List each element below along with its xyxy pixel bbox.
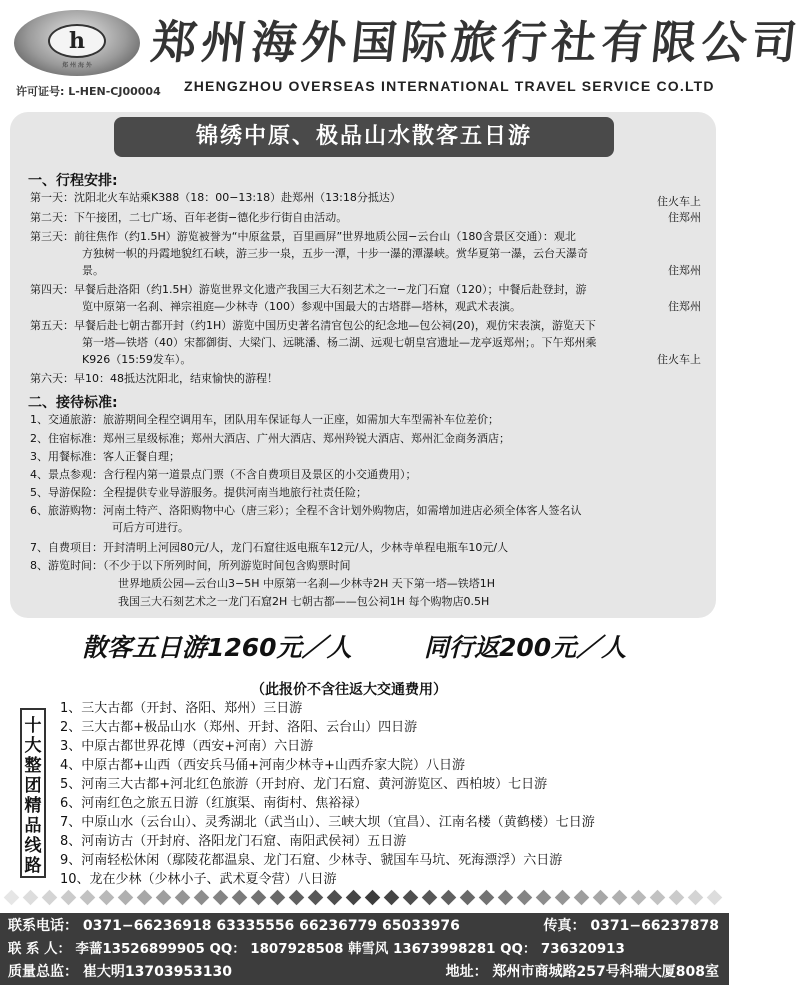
standards-line: 1、交通旅游：旅游期间全程空调用车，团队用车保证每人一正座，如需加大车型需补车位差价； xyxy=(30,413,499,426)
tour-title-banner: 锦绣中原、极品山水散客五日游 xyxy=(114,117,614,157)
decorative-diamond xyxy=(289,890,305,906)
routes-label xyxy=(20,708,46,878)
decorative-diamond xyxy=(403,890,419,906)
decorative-diamond xyxy=(365,890,381,906)
decorative-diamond xyxy=(232,890,248,906)
standards-heading: 二、接待标准: xyxy=(28,395,118,411)
lodging-note: 住郑州 xyxy=(668,264,701,277)
decorative-diamond xyxy=(213,890,229,906)
itinerary-line: 景。 xyxy=(82,264,104,277)
decorative-diamond xyxy=(137,890,153,906)
lodging-note: 住郑州 xyxy=(668,300,701,313)
decorative-diamond-strip xyxy=(0,888,729,908)
standards-line: 2、住宿标准：郑州三星级标准；郑州大酒店、广州大酒店、郑州羚锐大酒店、郑州汇金商务酒店； xyxy=(30,432,510,445)
itinerary-line: 第二天：下午接团，二七广场、百年老街−德化步行街自由活动。 xyxy=(30,211,348,224)
header xyxy=(0,0,805,108)
itinerary-line: K926（15:59发车）。 xyxy=(82,353,192,366)
decorative-diamond xyxy=(707,890,723,906)
route-item: 3、中原古都世界花博（西安+河南）六日游 xyxy=(60,739,314,754)
lodging-note: 住火车上 xyxy=(657,195,701,208)
standards-line: 世界地质公园—云台山3−5H 中原第一名刹—少林寺2H 天下第一塔—铁塔1H xyxy=(118,577,496,590)
decorative-diamond xyxy=(327,890,343,906)
itinerary-line: 第六天：早10：48抵达沈阳北，结束愉快的游程！ xyxy=(30,372,278,385)
route-item: 10、龙在少林（少林小子、武术夏令营）八日游 xyxy=(60,872,337,887)
itinerary-line: 第三天：前往焦作（约1.5H）游览被誉为“中原盆景，百里画屏”世界地质公园−云台山（180含景区交通）：观北 xyxy=(30,230,576,243)
itinerary-heading: 一、行程安排: xyxy=(28,173,118,189)
decorative-diamond xyxy=(688,890,704,906)
standards-line: 8、游览时间：（不少于以下所列时间，所列游览时间包含购票时间 xyxy=(30,559,351,572)
company-name-cn: 郑州海外国际旅行社有限公司 xyxy=(148,16,805,69)
standards-line: 4、景点参观：含行程内第一道景点门票（不含自费项目及景区的小交通费用）； xyxy=(30,468,417,481)
decorative-diamond xyxy=(555,890,571,906)
route-item: 8、河南访古（开封府、洛阳龙门石窟、南阳武侯祠）五日游 xyxy=(60,834,407,849)
standards-line: 6、旅游购物：河南土特产、洛阳购物中心（唐三彩）；全程不含计划外购物店，如需增加进店必须全体客人签名认 xyxy=(30,504,582,517)
route-item: 2、三大古都+极品山水（郑州、开封、洛阳、云台山）四日游 xyxy=(60,720,418,735)
decorative-diamond xyxy=(118,890,134,906)
decorative-diamond xyxy=(80,890,96,906)
quality-supervisor: 质量总监： 崔大明13703953130 xyxy=(8,964,233,980)
decorative-diamond xyxy=(346,890,362,906)
decorative-diamond xyxy=(574,890,590,906)
itinerary-line: 第四天：早餐后赴洛阳（约1.5H）游览世界文化遗产我国三大石刻艺术之一−龙门石窟（120）；中餐后赴登封，游 xyxy=(30,283,587,296)
standards-line: 5、导游保险：全程提供专业导游服务。提供河南当地旅行社责任险； xyxy=(30,486,367,499)
decorative-diamond xyxy=(479,890,495,906)
route-item: 4、中原古都+山西（西安兵马俑+河南少林寺+山西乔家大院）八日游 xyxy=(60,758,465,773)
contact-phone: 联系电话： 0371−66236918 63335556 66236779 65033976 xyxy=(8,918,460,934)
itinerary-line: 方独树一帜的丹霞地貌红石峡，游三步一泉，五步一潭，十步一瀑的潭瀑峡。赏华夏第一瀑，云台天瀑奇 xyxy=(82,247,588,260)
decorative-diamond xyxy=(4,890,20,906)
itinerary-line: 览中原第一名刹、禅宗祖庭—少林寺（100）参观中国最大的古塔群—塔林，观武术表演。 xyxy=(82,300,521,313)
route-item: 6、河南红色之旅五日游（红旗渠、南街村、焦裕禄） xyxy=(60,796,368,811)
contact-footer xyxy=(0,913,729,985)
decorative-diamond xyxy=(441,890,457,906)
decorative-diamond xyxy=(61,890,77,906)
lodging-note: 住郑州 xyxy=(668,211,701,224)
decorative-diamond xyxy=(99,890,115,906)
decorative-diamond xyxy=(422,890,438,906)
logo-emblem xyxy=(48,24,106,58)
route-item: 7、中原山水（云台山）、灵秀湖北（武当山）、三峡大坝（宜昌）、江南名楼（黄鹤楼）七日游 xyxy=(60,815,595,830)
decorative-diamond xyxy=(194,890,210,906)
price-peer-rebate: 同行返200元／人 xyxy=(424,633,627,662)
decorative-diamond xyxy=(498,890,514,906)
price-main: 散客五日游1260元／人 xyxy=(82,633,352,662)
decorative-diamond xyxy=(270,890,286,906)
company-address: 地址： 郑州市商城路257号科瑞大厦808室 xyxy=(445,964,719,980)
route-item: 1、三大古都（开封、洛阳、郑州）三日游 xyxy=(60,701,303,716)
license-number: 许可证号: L-HEN-CJ00004 xyxy=(16,85,161,98)
routes-label-text: 十大整团精品线路 xyxy=(24,716,42,876)
contact-persons: 联 系 人： 李蔷13526899905 QQ： 1807928508 韩雪风 13673998281 QQ： 736320913 xyxy=(8,942,625,957)
standards-line: 我国三大石刻艺术之一龙门石窟2H 七朝古都——包公祠1H 每个购物店0.5H xyxy=(118,595,490,608)
decorative-diamond xyxy=(42,890,58,906)
decorative-diamond xyxy=(593,890,609,906)
decorative-diamond xyxy=(460,890,476,906)
decorative-diamond xyxy=(156,890,172,906)
standards-line: 可后方可进行。 xyxy=(112,521,189,534)
decorative-diamond xyxy=(23,890,39,906)
company-name-en: ZHENGZHOU OVERSEAS INTERNATIONAL TRAVEL SERVICE CO.LTD xyxy=(184,78,715,94)
decorative-diamond xyxy=(536,890,552,906)
decorative-diamond xyxy=(669,890,685,906)
decorative-diamond xyxy=(650,890,666,906)
decorative-diamond xyxy=(308,890,324,906)
itinerary-line: 第一天：沈阳北火车站乘K388（18：00−13:18）赴郑州（13:18分抵达） xyxy=(30,191,401,204)
logo-letter: h xyxy=(69,28,85,54)
route-item: 5、河南三大古都+河北红色旅游（开封府、龙门石窟、黄河游览区、西柏坡）七日游 xyxy=(60,777,548,792)
decorative-diamond xyxy=(517,890,533,906)
itinerary-line: 第一塔—铁塔（40）宋都御街、大梁门、远眺潘、杨二湖、远观七朝皇宫遗址—龙亭返郑州；。下午郑州乘 xyxy=(82,336,597,349)
decorative-diamond xyxy=(631,890,647,906)
lodging-note: 住火车上 xyxy=(657,353,701,366)
decorative-diamond xyxy=(175,890,191,906)
contact-fax: 传真： 0371−66237878 xyxy=(543,918,719,934)
itinerary-line: 第五天：早餐后赴七朝古都开封（约1H）游览中国历史著名清官包公的纪念地—包公祠(20)，观仿宋表演，游览天下 xyxy=(30,319,596,332)
decorative-diamond xyxy=(251,890,267,906)
route-item: 9、河南轻松休闲（鄢陵花都温泉、龙门石窟、少林寺、虢国车马坑、死海漂浮）六日游 xyxy=(60,853,563,868)
price-note: （此报价不含往返大交通费用） xyxy=(251,682,447,698)
standards-line: 3、用餐标准：客人正餐自理； xyxy=(30,450,180,463)
standards-line: 7、自费项目：开封清明上河园80元/人，龙门石窟往返电瓶车12元/人，少林寺单程电瓶车10元/人 xyxy=(30,541,509,554)
logo-caption: 郑 州 海 外 xyxy=(62,62,92,69)
decorative-diamond xyxy=(384,890,400,906)
decorative-diamond xyxy=(612,890,628,906)
company-logo xyxy=(14,10,140,76)
